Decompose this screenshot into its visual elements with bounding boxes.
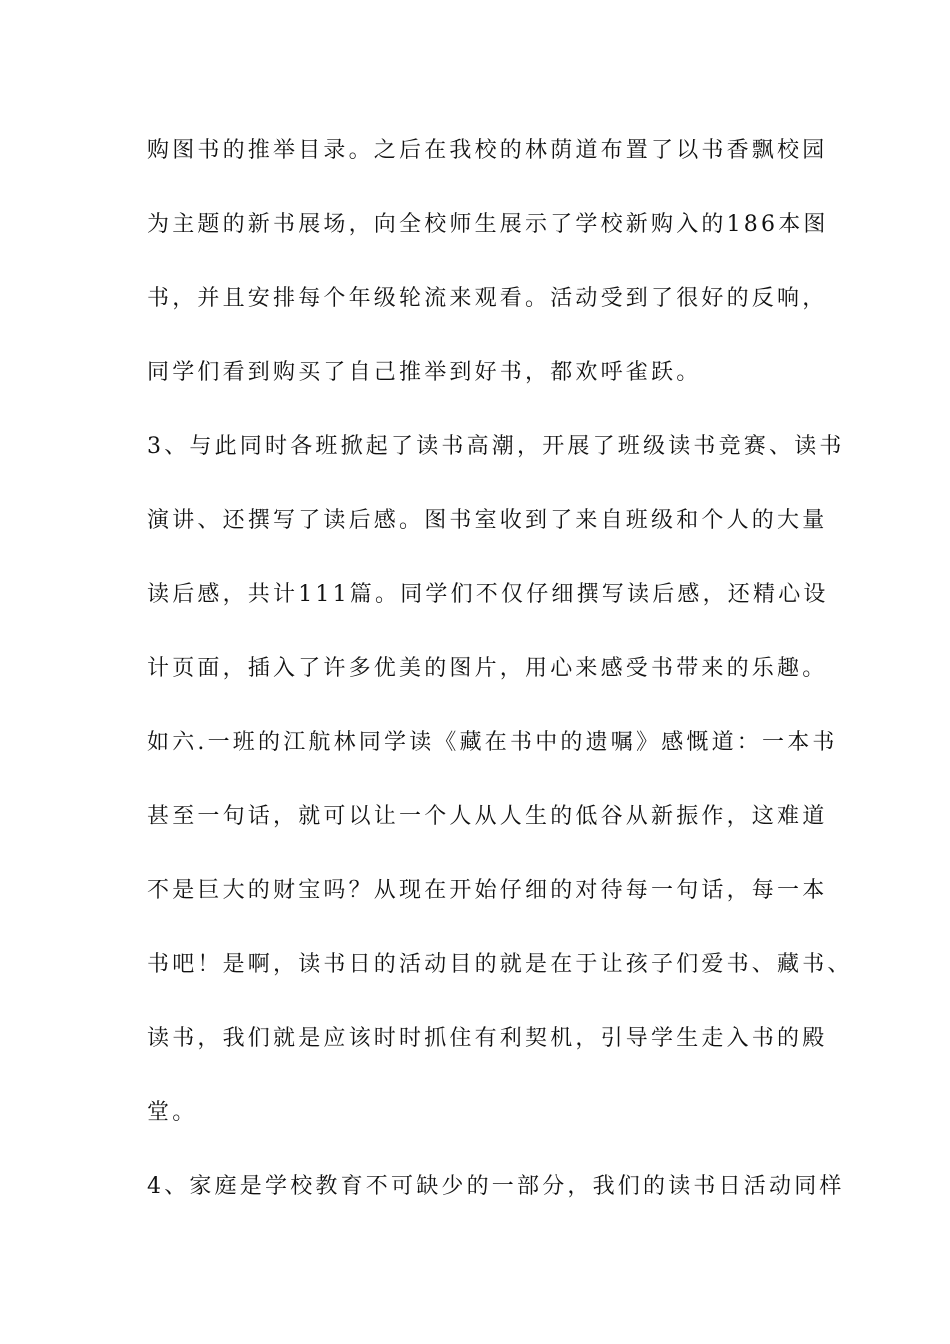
text-line: 读书，我们就是应该时时抓住有利契机，引导学生走入书的殿 — [147, 1026, 828, 1051]
text-line: 堂。 — [147, 1100, 198, 1125]
text-line: 不是巨大的财宝吗？从现在开始仔细的对待每一句话，每一本 — [147, 878, 828, 903]
text-line: 演讲、还撰写了读后感。图书室收到了来自班级和个人的大量 — [147, 508, 828, 533]
text-line: 书，并且安排每个年级轮流来观看。活动受到了很好的反响， — [147, 286, 828, 311]
text-line: 3、与此同时各班掀起了读书高潮，开展了班级读书竞赛、读书 — [147, 434, 845, 459]
text-line: 计页面，插入了许多优美的图片，用心来感受书带来的乐趣。 — [147, 656, 828, 681]
text-line: 为主题的新书展场，向全校师生展示了学校新购入的186本图 — [147, 212, 829, 237]
document-body — [147, 128, 853, 1238]
text-line: 书吧！是啊，读书日的活动目的就是在于让孩子们爱书、藏书、 — [147, 952, 853, 977]
text-line: 甚至一句话，就可以让一个人从人生的低谷从新振作，这难道 — [147, 804, 828, 829]
text-line: 同学们看到购买了自己推举到好书，都欢呼雀跃。 — [147, 360, 702, 385]
text-line: 如六.一班的江航林同学读《藏在书中的遗嘱》感慨道：一本书 — [147, 730, 838, 755]
text-line: 4、家庭是学校教育不可缺少的一部分，我们的读书日活动同样 — [147, 1174, 845, 1199]
text-line: 购图书的推举目录。之后在我校的林荫道布置了以书香飘校园 — [147, 138, 828, 163]
text-line: 读后感，共计111篇。同学们不仅仔细撰写读后感，还精心设 — [147, 582, 829, 607]
